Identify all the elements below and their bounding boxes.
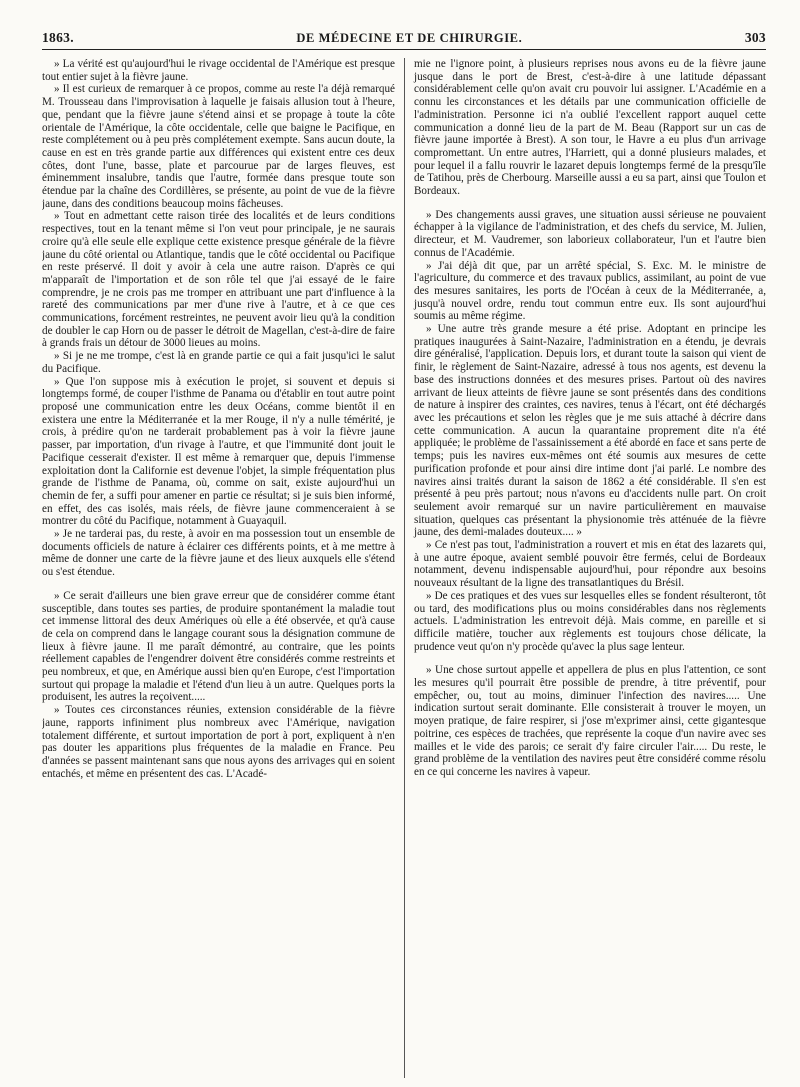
paragraph: » De ces pratiques et des vues sur lesquelles elles se fondent résulteront, tôt ou tard, des modifications plus ou moins considérables dans nos règlements actuels. L'administration les entrevoit déjà. Mais comme, en pareille et si difficile matière, toucher aux règlements est toujours chose délicate, la prudence veut qu'on n'y procède qu'avec la plus sage lenteur.	[414, 589, 766, 653]
header-title: DE MÉDECINE ET DE CHIRURGIE.	[296, 31, 523, 45]
paragraph: » La vérité est qu'aujourd'hui le rivage occidental de l'Amérique est presque tout entier sujet à la fièvre jaune.	[42, 58, 395, 83]
text-columns	[42, 58, 766, 1078]
paragraph: » Ce serait d'ailleurs une bien grave erreur que de considérer comme étant susceptible, dans toutes ses parties, de produire spontanément la maladie tout cet immense littoral des deux Amériques où elle a été observée, et qu'à cause de cela on comprend dans le langage courant sous la désignation commune de lieux à fièvre jaune. Il me paraît démontré, au contraire, que les points réellement capables de l'engendrer doivent être considérés comme restreints et peu nombreux, et que, en Amérique aussi bien qu'en Europe, c'est l'importation surtout qui propage la maladie et l'étend d'un lieu à un autre. Quelques ports la produisent, les autres la reçoivent.....	[42, 589, 395, 704]
paragraph: » Une autre très grande mesure a été prise. Adoptant en principe les pratiques inaugurées à Saint-Nazaire, l'administration en a étendu, je devrais dire généralisé, l'application. Depuis lors, et durant toute la saison qui vient de finir, le règlement de Saint-Nazaire, adressé à tous nos agents, est devenu la base des instructions données et des mesures prises. Partout où des navires arrivant de lieux atteints de fièvre jaune se sont présentés dans des conditions de nature à inspirer des craintes, ces navires, tenus à l'écart, ont été déchargés avec les précautions et selon les règles que je me suis attaché à décrire dans cette communication. A aucun la quarantaine proprement dite n'a été appliquée; le problème de l'assainissement a été abordé en face et sans perte de temps; puis les navires eux-mêmes ont été soumis aux mesures de cette purification profonde et pour ainsi dire intime dont j'ai parlé. Le nombre des navires ainsi traités durant la saison de 1862 a été considérable. Il s'en est présenté à peu près partout; nous n'avons eu d'accidents nulle part. On croit seulement avoir remarqué sur un navire particulièrement en mauvaise situation, quelques cas présentant la physionomie très atténuée de la fièvre jaune, des demi-malades douteux.... »	[414, 323, 766, 539]
paragraph: mie ne l'ignore point, à plusieurs reprises nous avons eu de la fièvre jaune jusque dans le port de Brest, c'est-à-dire à une latitude dépassant considérablement celle qu'on avait cru pouvoir lui assigner. L'Académie en a connu les circonstances et les détails par une communication officielle de l'administration. Personne ici n'a oublié l'excellent rapport auquel cette communication a donné lieu de la part de M. Beau (Rapport sur un cas de fièvre jaune importée à Brest). A son tour, le Havre a eu plus d'un arrivage compromettant. Un entre autres, l'Harriett, qui a donné plusieurs malades, et pour lequel il a fallu rouvrir le lazaret depuis longtemps fermé de la presqu'île de Tatihou, près de Cherbourg. Marseille aussi a eu sa part, ainsi que Toulon et Bordeaux.	[414, 58, 766, 198]
paragraph: » J'ai déjà dit que, par un arrêté spécial, S. Exc. M. le ministre de l'agriculture, du commerce et des travaux publics, assimilant, au point de vue des mesures sanitaires, les ports de l'Océan à ceux de la Méditerranée, a, jusqu'à nouvel ordre, rendu tout commun entre eux. Ils sont aujourd'hui soumis au même régime.	[414, 259, 766, 323]
paragraph: » Des changements aussi graves, une situation aussi sérieuse ne pouvaient échapper à la vigilance de l'administration, et des chefs du service, M. Julien, directeur, et M. Vaudremer, son laborieux collaborateur, l'un et l'autre bien connus de l'Académie.	[414, 208, 766, 259]
right-column	[404, 58, 766, 1078]
paragraph: » Que l'on suppose mis à exécution le projet, si souvent et depuis si longtemps formé, de couper l'isthme de Panama ou d'établir en tout autre point proposé une communication entre les deux Océans, comme bientôt il en existera une entre la Méditerranée et la mer Rouge, il n'y a nulle témérité, je crois, à prédire qu'on ne tarderait probablement pas à voir la fièvre jaune passer, par importation, d'un rivage à l'autre, et que l'immunité dont jouit le Pacifique cesserait d'exister. Il est même à remarquer que, depuis l'immense exploitation dont la Californie est devenue l'objet, la simple fréquentation plus grande de l'isthme de Panama, où, comme on sait, existe aujourd'hui un chemin de fer, a suffi pour amener en partie ce résultat; si je suis bien informé, en effet, des cas isolés, mais réels, de fièvre jaune commenceraient à se montrer du côté du Pacifique, notamment à Guayaquil.	[42, 375, 395, 528]
paragraph: » Toutes ces circonstances réunies, extension considérable de la fièvre jaune, rapports infiniment plus nombreux avec l'Amérique, navigation totalement différente, et surtout importation de port à port, expliquent à n'en pas douter les apparitions plus fréquentes de la maladie en France. Peu d'années se passent maintenant sans que nous ayons des arrivages qui en soient entachés, et même en présentent des cas. L'Acadé-	[42, 704, 395, 780]
paragraph: » Ce n'est pas tout, l'administration a rouvert et mis en état des lazarets qui, à une autre époque, avaient semblé pouvoir être fermés, celui de Bordeaux notamment, devenu indispensable aujourd'hui, pour répondre aux besoins nouveaux résultant de la ligne des transatlantiques du Brésil.	[414, 539, 766, 590]
left-column	[42, 58, 404, 1078]
running-header	[42, 30, 766, 50]
paragraph: » Il est curieux de remarquer à ce propos, comme au reste l'a déjà remarqué M. Trousseau dans l'improvisation à laquelle je faisais allusion tout à l'heure, que, pendant que la fièvre jaune s'étend ainsi et se propage à toute la côte orientale de l'Amérique, la côte occidentale, celle que baigne le Pacifique, en reste complétement ou à peu près complétement exempte. Sans aucun doute, la cause en est en très grande partie aux différences qui existent entre ces deux côtes, dont l'une, basse, plate et parcourue par de larges fleuves, est éminemment insalubre, tandis que l'autre, formée dans presque toute son étendue par la chaîne des Cordillères, se présente, au point de vue de la fièvre jaune, dans des conditions beaucoup moins fâcheuses.	[42, 83, 395, 210]
paragraph: » Tout en admettant cette raison tirée des localités et de leurs conditions respectives, tout en la tenant même si l'on veut pour principale, je ne saurais croire qu'à elle seule elle explique cette existence presque générale de la fièvre jaune du côté oriental ou Atlantique, tandis que le côté occidental ou Pacifique en reste préservé. Il doit y avoir à cela une autre raison. D'après ce qui m'apparaît de l'importation et de son rôle tel que j'ai essayé de le faire comprendre, je ne crois pas me tromper en attribuant une part d'influence à la rareté des communications par mer d'une rive à l'autre, et à ce que ces communications, forcément restreintes, ne peuvent avoir lieu qu'à la condition de doubler le cap Horn ou de passer le détroit de Magellan, c'est-à-dire de faire à grands frais un détour de 3000 lieues au moins.	[42, 210, 395, 350]
paragraph: » Je ne tarderai pas, du reste, à avoir en ma possession tout un ensemble de documents officiels de nature à éclairer ces différents points, et à me mettre à même de donner une carte de la fièvre jaune et des lieux auxquels elle s'étend ou s'est étendue.	[42, 528, 395, 579]
page-number: 303	[744, 30, 766, 45]
paragraph: » Une chose surtout appelle et appellera de plus en plus l'attention, ce sont les mesures qu'il pourrait être possible de prendre, à titre préventif, pour empêcher, ou, tout au moins, diminuer l'infection des navires..... Une indication surtout serait dominante. Elle consisterait à trouver le moyen, un moyen pratique, de faire respirer, si j'ose m'exprimer ainsi, cette gigantesque poitrine, ces espèces de trachées, que représente la coque d'un navire avec ses mailles et le vide des parois; ce serait d'y faire circuler l'air..... Du reste, le grand problème de la ventilation des navires peut être considéré comme résolu en ce qui concerne les navires à vapeur.	[414, 664, 766, 778]
paragraph: » Si je ne me trompe, c'est là en grande partie ce qui a fait jusqu'ici le salut du Pacifique.	[42, 350, 395, 375]
header-year: 1863.	[42, 30, 74, 45]
